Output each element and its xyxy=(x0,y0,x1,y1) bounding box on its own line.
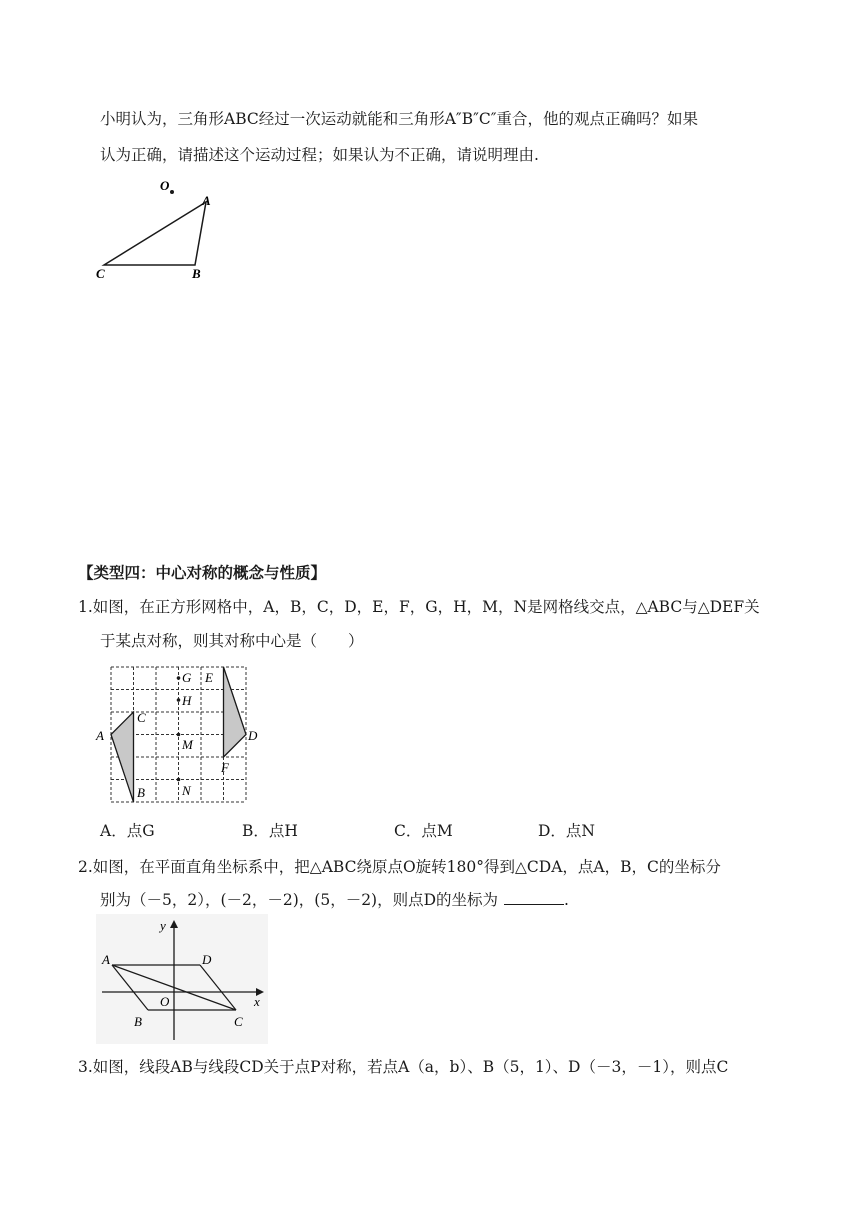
label-m: M xyxy=(182,737,193,752)
triangle-abc xyxy=(104,202,206,265)
q2-line-2-text: 别为（－5，2），(－2，－2)，(5，－2)，则点D的坐标为 xyxy=(100,891,499,909)
label-h: H xyxy=(182,693,192,708)
point-o xyxy=(170,190,174,194)
label-a: A xyxy=(202,193,211,208)
triangle-figure xyxy=(92,172,232,284)
point-m xyxy=(177,733,181,737)
triangle-abc-shaded xyxy=(111,712,134,802)
q2-line-2-end: . xyxy=(564,891,569,909)
q1-line-1: 1.如图，在正方形网格中，A，B，C，D，E，F，G，H，M，N是网格线交点，△ABC与△DEF关 xyxy=(78,598,760,616)
label-o: O xyxy=(160,178,170,193)
q1-option-b: B．点H xyxy=(242,822,298,840)
point-g xyxy=(177,676,181,680)
label-a: A xyxy=(96,728,104,743)
q2-line-1: 2.如图，在平面直角坐标系中，把△ABC绕原点O旋转180°得到△CDA，点A，B，C的坐标分 xyxy=(78,858,721,876)
label-c: C xyxy=(137,710,146,725)
intro-line-2: 认为正确，请描述这个运动过程；如果认为不正确，请说明理由. xyxy=(100,146,539,164)
intro-line-1: 小明认为，三角形ABC经过一次运动就能和三角形A″B″C″重合，他的观点正确吗？如果 xyxy=(100,110,699,128)
label-e: E xyxy=(205,670,213,685)
q1-option-a: A．点G xyxy=(100,822,155,840)
label-a: A xyxy=(102,952,110,967)
label-o: O xyxy=(160,994,170,1009)
label-c: C xyxy=(96,266,105,281)
q1-option-c: C．点M xyxy=(394,822,453,840)
q3-line-1: 3.如图，线段AB与线段CD关于点P对称，若点A（a，b）、B（5，1）、D（－3，－1），则点C xyxy=(78,1058,729,1076)
label-f: F xyxy=(221,760,229,775)
q1-option-d: D．点N xyxy=(538,822,595,840)
coordinate-figure xyxy=(96,914,268,1044)
label-d: D xyxy=(202,952,212,967)
label-b: B xyxy=(137,785,145,800)
label-n: N xyxy=(182,783,191,798)
label-y: y xyxy=(160,918,166,933)
q2-line-2 xyxy=(100,888,569,911)
point-h xyxy=(177,698,181,702)
label-c: C xyxy=(234,1014,243,1029)
answer-blank[interactable] xyxy=(504,888,564,905)
label-x: x xyxy=(254,994,260,1009)
q1-line-2: 于某点对称，则其对称中心是（ ） xyxy=(100,632,364,650)
label-d: D xyxy=(248,728,258,743)
label-g: G xyxy=(182,670,192,685)
point-n xyxy=(177,778,181,782)
label-b: B xyxy=(134,1014,142,1029)
section-heading: 【类型四：中心对称的概念与性质】 xyxy=(78,563,327,582)
label-b: B xyxy=(192,266,201,281)
grid-figure xyxy=(92,660,258,810)
